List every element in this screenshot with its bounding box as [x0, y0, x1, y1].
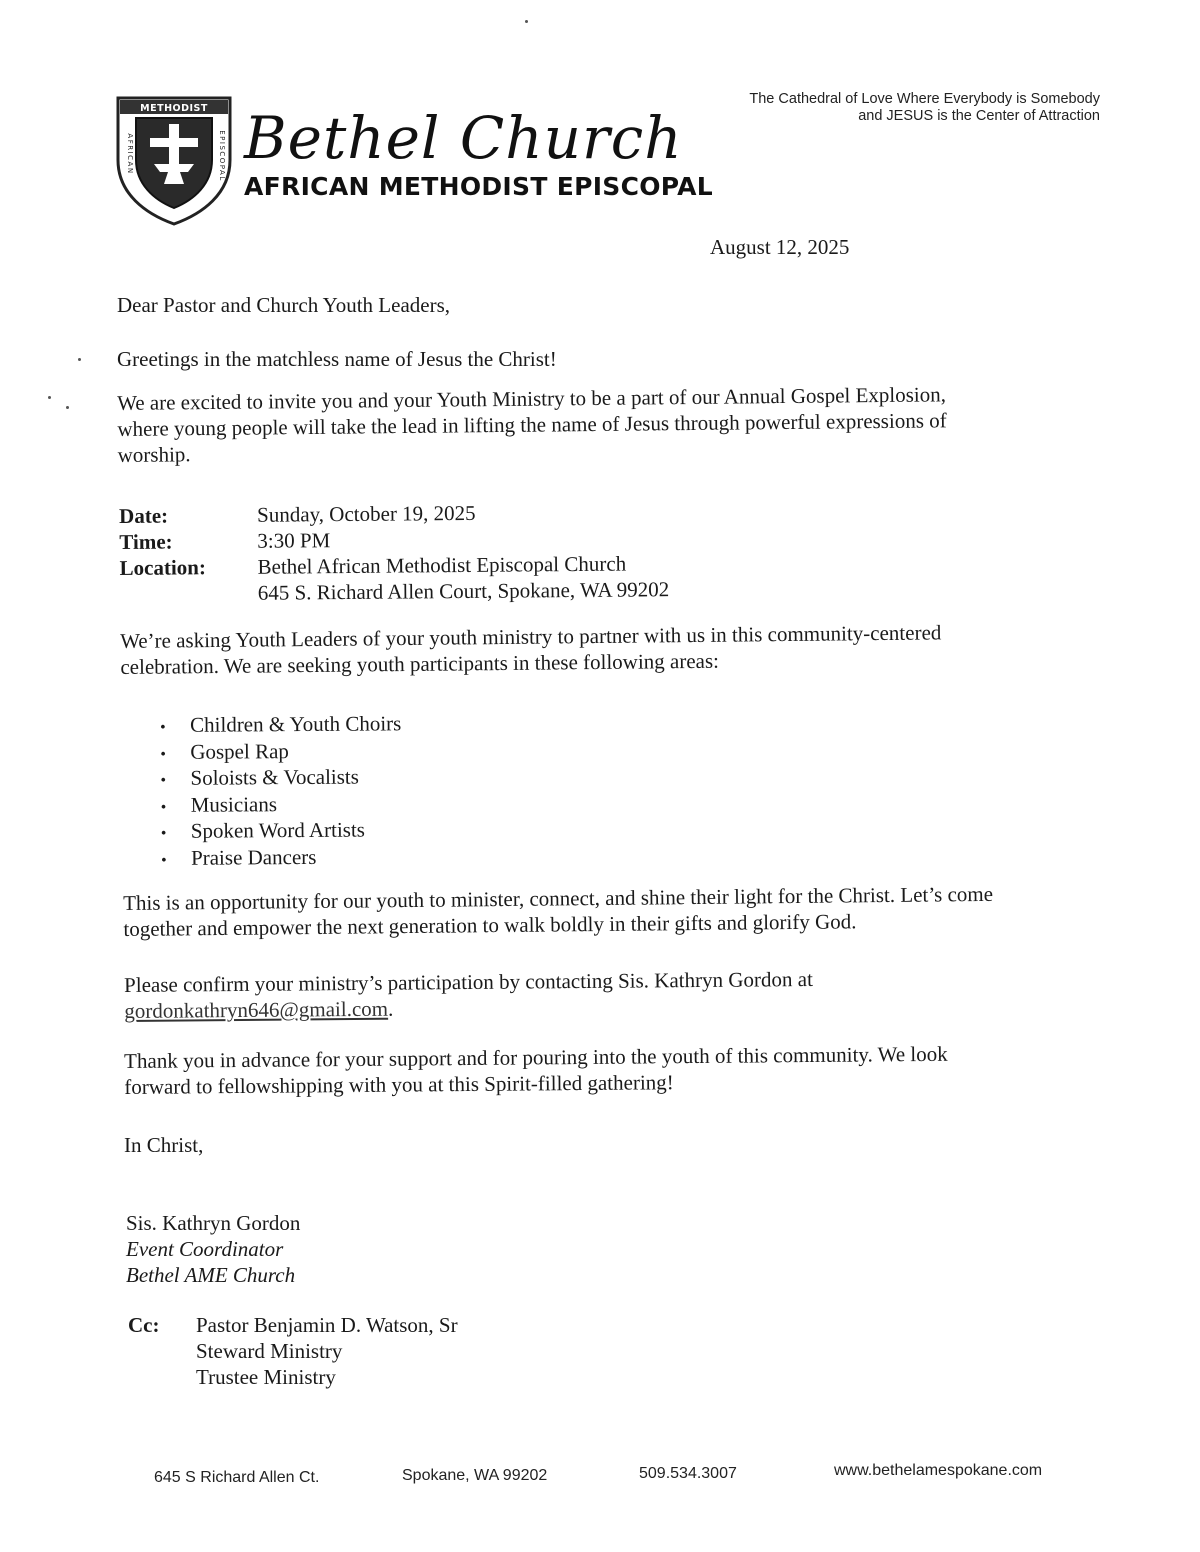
participation-areas-list: [160, 710, 402, 871]
thanks-paragraph: [124, 1040, 1044, 1100]
scan-speck: [78, 358, 81, 361]
ame-shield-icon: [114, 94, 234, 226]
location-address: 645 S. Richard Allen Court, Spokane, WA 99202: [257, 577, 670, 605]
confirm-line-1: Please confirm your ministry’s participation by contacting Sis. Kathryn Gordon at: [124, 966, 813, 997]
intro-line-2: where young people will take the lead in lifting the name of Jesus through powerful expressions of: [117, 408, 947, 441]
list-item: [160, 763, 401, 791]
cc-recipient: Trustee Ministry: [196, 1365, 336, 1389]
area-label: Praise Dancers: [190, 844, 317, 870]
church-motto: [680, 91, 1100, 125]
cc-label: Cc:: [128, 1313, 160, 1337]
signature-block: [126, 1210, 300, 1288]
list-item: [161, 843, 402, 871]
list-item: [161, 816, 402, 844]
list-item: [161, 790, 402, 818]
bullet-icon: •: [160, 824, 167, 842]
bullet-icon: •: [160, 798, 167, 816]
list-item: [160, 737, 401, 765]
bullet-icon: •: [160, 718, 166, 736]
contact-email-link[interactable]: gordonkathryn646@gmail.com: [124, 996, 389, 1023]
scan-speck: [48, 396, 51, 399]
bullet-icon: •: [160, 851, 167, 869]
event-details: [119, 498, 669, 607]
confirm-paragraph: [124, 964, 1024, 1024]
area-label: Spoken Word Artists: [190, 817, 366, 843]
scan-speck: [525, 20, 528, 23]
asking-paragraph: [120, 618, 1030, 680]
bullet-icon: •: [160, 771, 167, 789]
area-label: Children & Youth Choirs: [190, 711, 402, 737]
signer-organization: Bethel AME Church: [126, 1263, 296, 1287]
cc-block: [128, 1312, 458, 1390]
intro-line-1: We are excited to invite you and your Youth Ministry to be a part of our Annual Gospel Explosion,: [117, 382, 947, 415]
opportunity-paragraph: [123, 880, 1083, 942]
footer-phone: 509.534.3007: [639, 1465, 737, 1482]
opportunity-line-1: This is an opportunity for our youth to minister, connect, and shine their light for the Christ. Let’s come: [123, 881, 994, 915]
cc-list: [196, 1312, 458, 1390]
cc-recipient: Steward Ministry: [196, 1339, 343, 1363]
asking-line-2: celebration. We are seeking youth participants in these following areas:: [120, 648, 720, 679]
closing: In Christ,: [124, 1133, 204, 1157]
event-address-row: [120, 576, 670, 607]
greeting: Greetings in the matchless name of Jesus the Christ!: [117, 347, 557, 371]
church-logo-shield: [114, 94, 234, 226]
shield-top-text: METHODIST: [140, 103, 208, 114]
asking-line-1: We’re asking Youth Leaders of your youth ministry to partner with us in this community-centered: [120, 620, 942, 653]
time-label: Time:: [119, 529, 173, 554]
date-label: Date:: [119, 503, 169, 528]
footer-website-link[interactable]: www.bethelamespokane.com: [834, 1462, 1043, 1479]
signer-name: Sis. Kathryn Gordon: [126, 1211, 301, 1235]
church-name: Bethel Church: [244, 104, 683, 172]
time-value: 3:30 PM: [257, 528, 331, 553]
intro-paragraph: [117, 380, 1028, 468]
shield-left-text: AFRICAN: [126, 133, 134, 175]
area-label: Gospel Rap: [190, 738, 289, 764]
scan-speck: [66, 406, 69, 409]
shield-right-text: EPISCOPAL: [218, 130, 226, 182]
salutation: Dear Pastor and Church Youth Leaders,: [117, 293, 451, 317]
date-value: Sunday, October 19, 2025: [257, 500, 476, 527]
list-item: [160, 710, 401, 738]
area-label: Soloists & Vocalists: [190, 764, 359, 790]
denomination-title: AFRICAN METHODIST EPISCOPAL: [244, 172, 714, 201]
motto-line-1: The Cathedral of Love Where Everybody is Somebody: [749, 91, 1100, 107]
signer-title: Event Coordinator: [126, 1237, 284, 1261]
area-label: Musicians: [190, 791, 278, 817]
location-label: Location:: [119, 555, 206, 580]
motto-line-2: and JESUS is the Center of Attraction: [858, 108, 1100, 124]
intro-line-3: worship.: [117, 442, 191, 467]
bullet-icon: •: [160, 745, 166, 763]
thanks-line-2: forward to fellowshipping with you at this Spirit-filled gathering!: [124, 1070, 674, 1099]
opportunity-line-2: together and empower the next generation to walk boldly in their gifts and glorify God.: [123, 909, 857, 941]
footer-city: Spokane, WA 99202: [402, 1467, 548, 1484]
location-value: Bethel African Methodist Episcopal Church: [257, 551, 627, 579]
footer-address: 645 S Richard Allen Ct.: [154, 1469, 320, 1486]
thanks-line-1: Thank you in advance for your support and for pouring into the youth of this community. We look: [124, 1041, 948, 1073]
confirm-period: .: [387, 996, 394, 1021]
cc-recipient: Pastor Benjamin D. Watson, Sr: [196, 1313, 458, 1337]
letter-date: August 12, 2025: [710, 235, 850, 259]
